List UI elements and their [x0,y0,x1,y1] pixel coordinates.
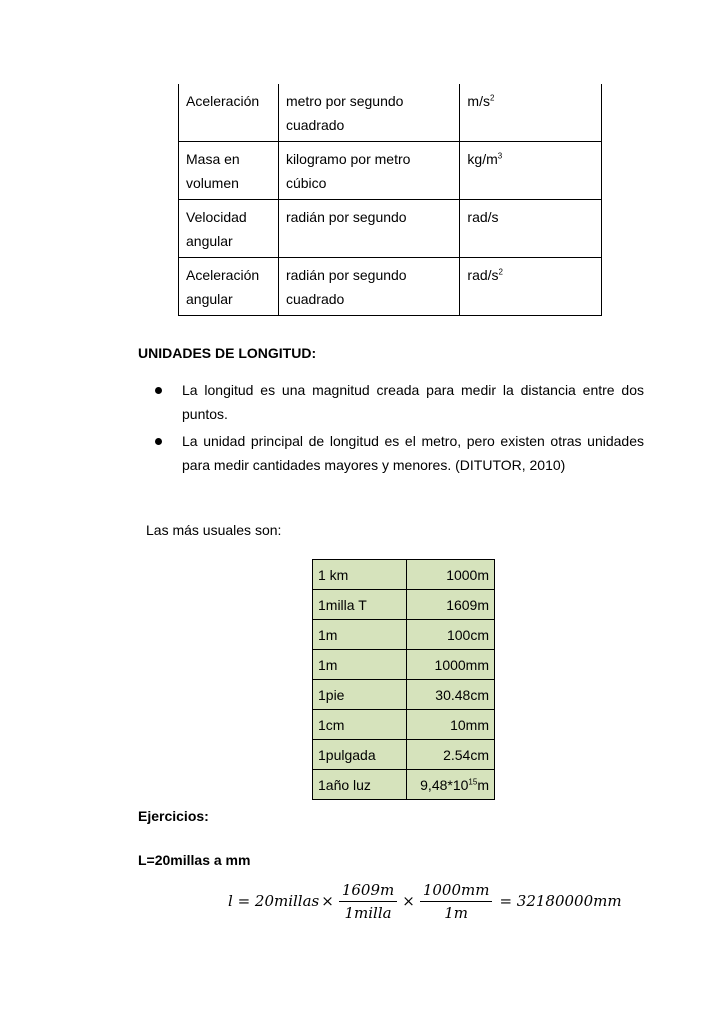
length-unit-cell: 1cm [313,710,407,740]
magnitude-cell: Masa en volumen [179,142,279,200]
bullet-item [152,429,644,477]
units-row [179,200,602,258]
length-unit-cell: 1pulgada [313,740,407,770]
length-row [313,770,495,800]
unit-name-cell: kilogramo por metro cúbico [278,142,459,200]
symbol-text: kg/m [467,151,498,167]
length-value: 100cm [446,626,489,643]
length-row [313,650,495,680]
magnitude-cell: Aceleración [179,84,279,142]
bullet-dot-icon [155,438,162,445]
length-unit-cell: 1 km [313,560,407,590]
symbol-text: m/s [467,93,490,109]
length-row [313,560,495,590]
symbol-cell [460,200,602,258]
length-unit-cell: 1m [313,620,407,650]
symbol-exponent: 2 [498,267,503,277]
units-row [179,84,602,142]
symbol-exponent: 2 [489,93,495,103]
length-unit-cell: 1pie [313,680,407,710]
symbol-cell [460,258,602,316]
length-row [313,620,495,650]
length-unit-cell: 1año luz [313,770,407,800]
symbol-cell [460,142,602,200]
exercises-heading: Ejercicios: [138,808,209,824]
length-exponent: 15 [468,776,478,786]
length-value-cell [407,590,495,620]
length-value: 1000m [446,566,489,583]
fraction-numerator: 1000mm [420,881,493,902]
bullet-list [152,378,644,480]
length-value-cell [407,560,495,590]
symbol-text: rad/s [467,209,499,225]
length-unit-cell: 1milla T [313,590,407,620]
symbol-text: rad/s [467,267,499,283]
equation-result: = 32180000mm [499,892,622,910]
length-value: 30.48cm [435,686,489,703]
length-value: 1000mm [434,656,489,673]
length-value: 2.54cm [443,746,489,763]
magnitude-cell: Aceleración angular [179,258,279,316]
length-value: 10mm [450,716,489,733]
bullet-text: La unidad principal de longitud es el metro, pero existen otras unidades para medir cantidades mayores y menores. (DITUTOR, 2010) [182,433,644,473]
unit-name-cell: radián por segundo cuadrado [278,258,459,316]
length-value: 9,48*10 [420,776,469,793]
length-unit-cell: 1m [313,650,407,680]
length-value-cell [407,770,495,800]
length-value-cell [407,650,495,680]
times-symbol: × [402,892,415,910]
length-row [313,680,495,710]
equation-lhs: l = 20millas [228,892,320,910]
length-row [313,740,495,770]
section-heading: UNIDADES DE LONGITUD: [138,345,317,361]
bullet-text: La longitud es una magnitud creada para medir la distancia entre dos puntos. [182,382,644,422]
fraction-miles-to-m [339,881,397,922]
unit-name-cell: metro por segundo cuadrado [278,84,459,142]
magnitude-cell: Velocidad angular [179,200,279,258]
length-value-cell [407,680,495,710]
unit-name-cell: radián por segundo [278,200,459,258]
length-table [312,559,495,800]
units-row [179,258,602,316]
bullet-dot-icon [155,387,162,394]
fraction-m-to-mm [420,881,493,922]
fraction-numerator: 1609m [339,881,397,902]
units-table [178,84,602,316]
length-suffix: m [477,776,489,793]
fraction-denominator: 1m [444,903,469,922]
length-value-cell [407,740,495,770]
conversion-equation [228,876,622,926]
length-row [313,710,495,740]
usual-units-label: Las más usuales son: [146,522,282,538]
length-value-cell [407,620,495,650]
length-value-cell [407,710,495,740]
units-row [179,142,602,200]
length-row [313,590,495,620]
bullet-item [152,378,644,426]
symbol-cell [460,84,602,142]
fraction-denominator: 1milla [344,903,392,922]
length-value: 1609m [446,596,489,613]
symbol-exponent: 3 [497,151,503,161]
problem-statement: L=20millas a mm [138,852,251,868]
times-symbol: × [321,892,334,910]
